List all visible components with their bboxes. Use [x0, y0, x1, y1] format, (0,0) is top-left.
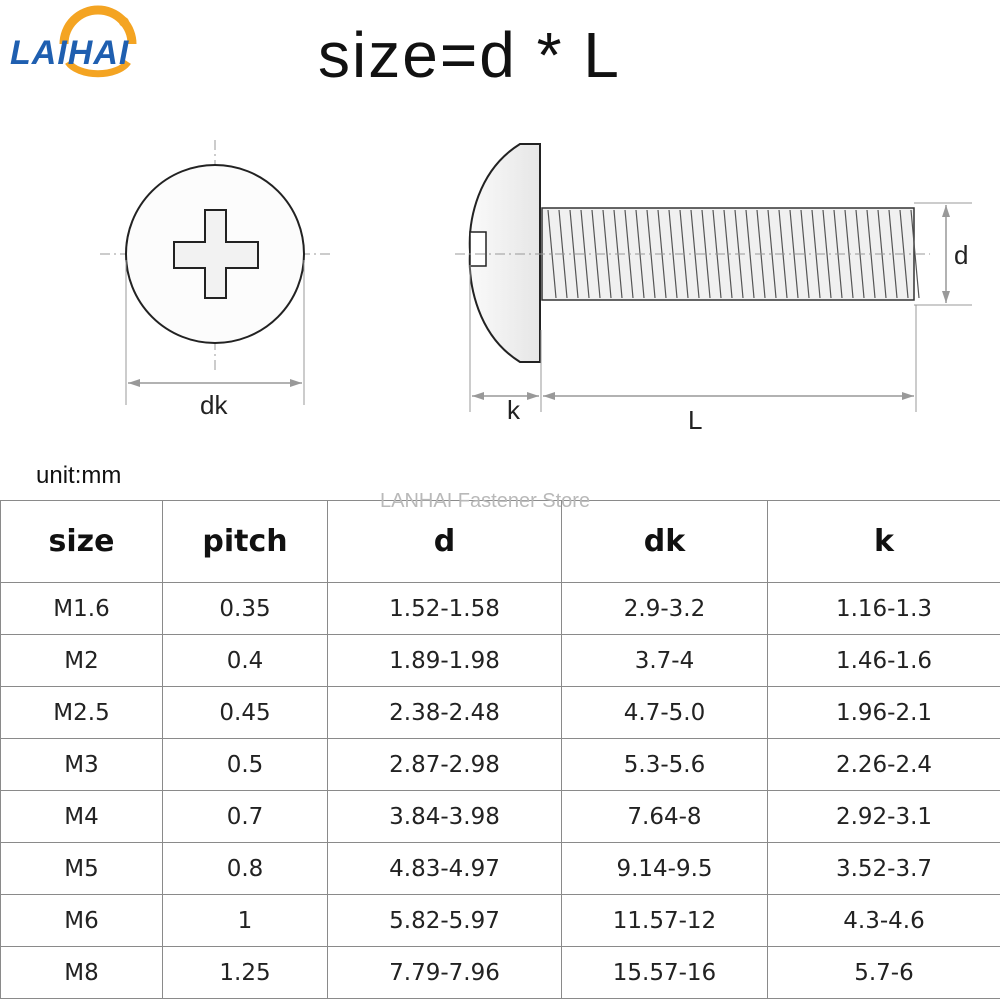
- table-cell: 4.7-5.0: [562, 687, 768, 739]
- table-cell: 1.89-1.98: [328, 635, 562, 687]
- table-cell: 2.26-2.4: [768, 739, 1000, 791]
- table-cell: 15.57-16: [562, 947, 768, 999]
- table-cell: 1.46-1.6: [768, 635, 1000, 687]
- table-row: [1, 895, 1000, 947]
- table-cell: 5.7-6: [768, 947, 1000, 999]
- table-cell: 1.96-2.1: [768, 687, 1000, 739]
- table-cell: M4: [1, 791, 163, 843]
- table-cell: 2.87-2.98: [328, 739, 562, 791]
- table-row: [1, 791, 1000, 843]
- table-cell: 2.92-3.1: [768, 791, 1000, 843]
- column-header-dk: dk: [562, 501, 768, 583]
- dimension-table: [0, 500, 1000, 999]
- table-cell: M1.6: [1, 583, 163, 635]
- table-cell: M6: [1, 895, 163, 947]
- size-formula-title: size=d * L: [318, 19, 621, 91]
- table-row: [1, 947, 1000, 999]
- table-cell: 1.16-1.3: [768, 583, 1000, 635]
- table-cell: 9.14-9.5: [562, 843, 768, 895]
- dk-label: dk: [200, 390, 228, 420]
- table-cell: M3: [1, 739, 163, 791]
- table-cell: 0.4: [163, 635, 328, 687]
- table-row: [1, 583, 1000, 635]
- table-cell: M8: [1, 947, 163, 999]
- table-cell: 0.5: [163, 739, 328, 791]
- screw-diagram: [0, 100, 1000, 460]
- screw-drawing: [0, 100, 1000, 460]
- k-label: k: [507, 395, 520, 425]
- table-cell: M2.5: [1, 687, 163, 739]
- table-cell: 2.38-2.48: [328, 687, 562, 739]
- table-cell: M2: [1, 635, 163, 687]
- unit-label: unit:mm: [36, 462, 122, 489]
- table-row: [1, 843, 1000, 895]
- brand-logo: [6, 4, 186, 84]
- column-header-pitch: pitch: [163, 501, 328, 583]
- L-label: L: [688, 405, 703, 435]
- table-cell: 3.84-3.98: [328, 791, 562, 843]
- table-cell: 7.79-7.96: [328, 947, 562, 999]
- table-cell: 1.52-1.58: [328, 583, 562, 635]
- table-row: [1, 635, 1000, 687]
- d-label: d: [954, 240, 969, 270]
- table-cell: 5.3-5.6: [562, 739, 768, 791]
- column-header-k: k: [768, 501, 1000, 583]
- table-cell: 0.7: [163, 791, 328, 843]
- screw-side-view: [455, 144, 972, 412]
- table-cell: 7.64-8: [562, 791, 768, 843]
- store-watermark: LANHAI Fastener Store: [380, 490, 591, 512]
- table-cell: 4.83-4.97: [328, 843, 562, 895]
- table-cell: 1.25: [163, 947, 328, 999]
- table-cell: M5: [1, 843, 163, 895]
- table-cell: 11.57-12: [562, 895, 768, 947]
- table-cell: 2.9-3.2: [562, 583, 768, 635]
- column-header-d: d: [328, 501, 562, 583]
- logo-text: LAIHAI: [10, 34, 130, 72]
- table-cell: 3.52-3.7: [768, 843, 1000, 895]
- table-row: [1, 739, 1000, 791]
- table-cell: 1: [163, 895, 328, 947]
- table-cell: 0.45: [163, 687, 328, 739]
- table-cell: 0.8: [163, 843, 328, 895]
- table-row: [1, 687, 1000, 739]
- table-cell: 3.7-4: [562, 635, 768, 687]
- table-cell: 0.35: [163, 583, 328, 635]
- table-cell: 5.82-5.97: [328, 895, 562, 947]
- column-header-size: size: [1, 501, 163, 583]
- head-top-view: [100, 140, 330, 405]
- table-cell: 4.3-4.6: [768, 895, 1000, 947]
